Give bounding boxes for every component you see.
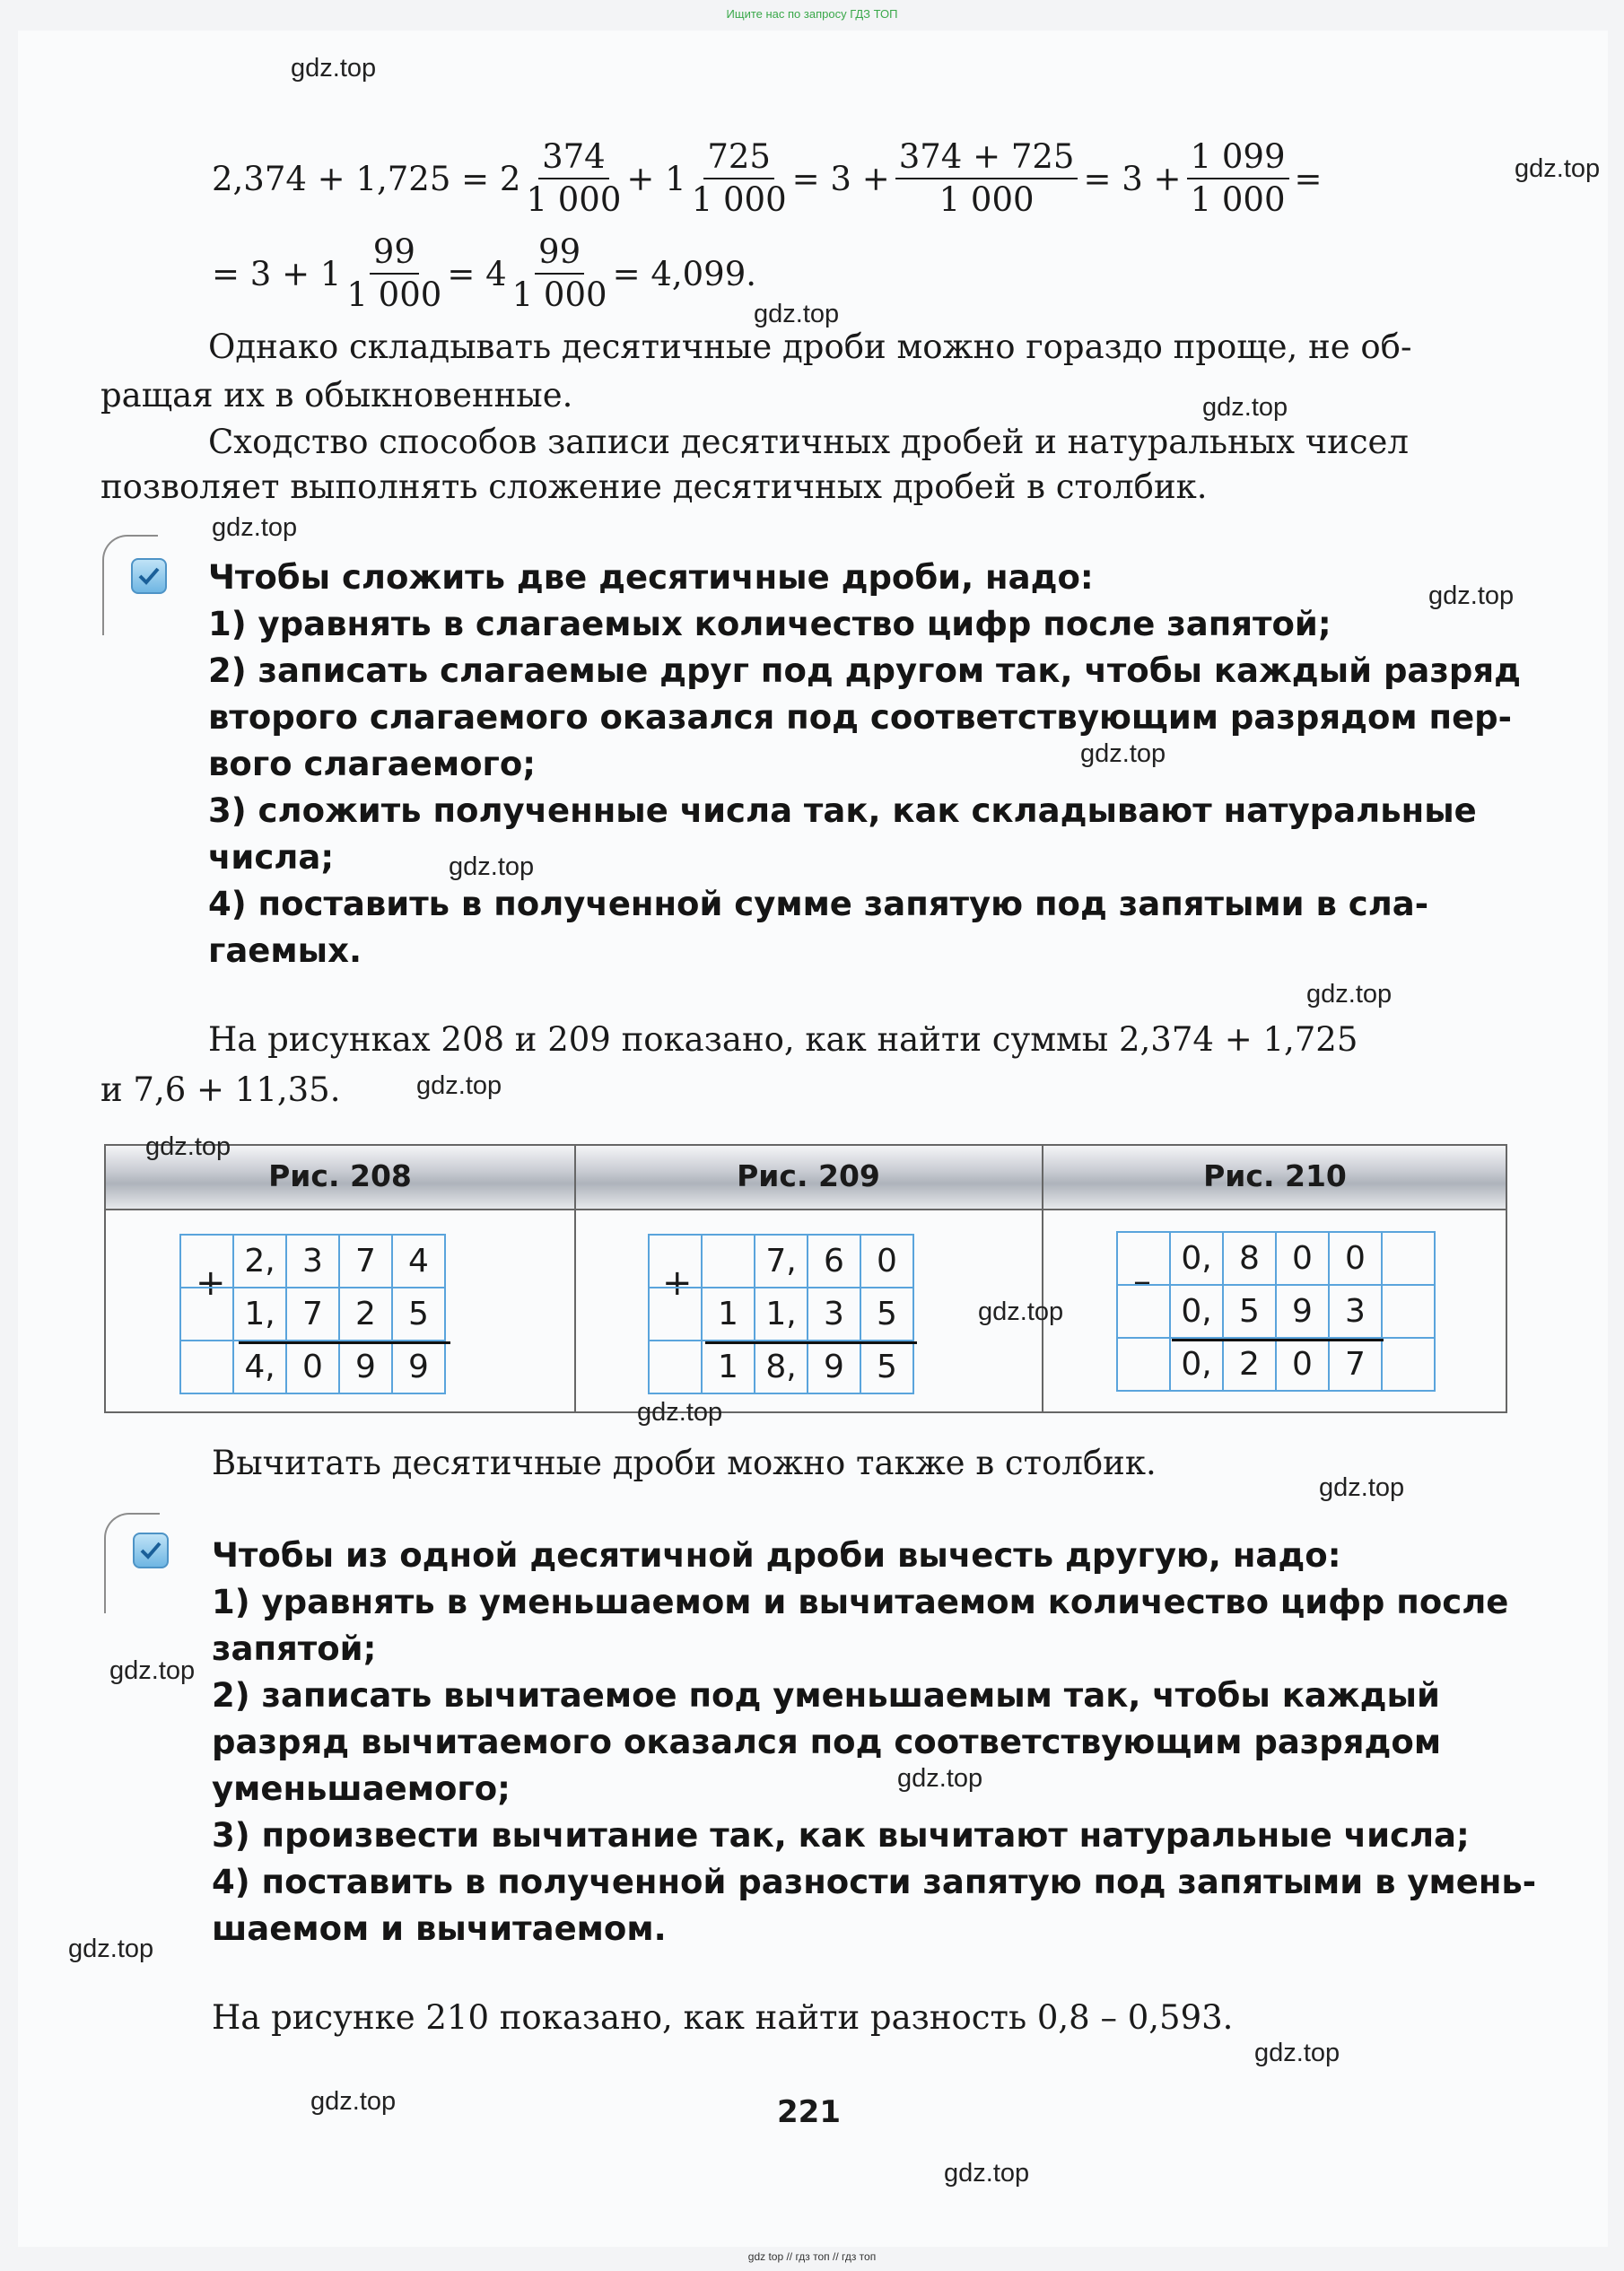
fraction [692,136,787,221]
fraction-den: 1 000 [511,275,607,314]
figure-title-209: Рис. 209 [737,1158,880,1193]
digit-cell: 4, [233,1341,286,1393]
fraction-num: 99 [535,231,584,275]
watermark: gdz.top [310,2087,397,2116]
digit-cell [1382,1338,1435,1391]
digit-cell: 7 [286,1288,339,1341]
digit-cell [649,1288,702,1341]
digit-cell: 2 [1223,1338,1276,1391]
figure-title-210: Рис. 210 [1203,1158,1347,1193]
digit-cell [1117,1232,1170,1285]
paragraph-1-line-2: ращая их в обыкновенные. [100,376,573,415]
digit-cell: 5 [860,1341,913,1393]
rule-sub-item: разряд вычитаемого оказался под соответствующим разрядом [212,1723,1442,1761]
fraction-num: 374 + 725 [895,136,1078,179]
fraction-num: 374 [538,136,609,179]
minus-sign: – [1133,1261,1151,1302]
rule-sub-item: 3) произвести вычитание так, как вычитают натуральные числа; [212,1816,1470,1855]
digit-cell: 0, [1170,1285,1223,1338]
paragraph-5: На рисунке 210 показано, как найти разность 0,8 – 0,593. [212,1998,1234,2037]
digit-cell: 0, [1170,1232,1223,1285]
figure-210-grid [1116,1231,1436,1392]
digit-cell: 7, [755,1235,808,1288]
digit-cell [1117,1338,1170,1391]
rule-sub-item: шаемом и вычитаемом. [212,1909,667,1948]
digit-cell: 2 [339,1288,392,1341]
digit-cell: 1 [702,1341,755,1393]
digit-cell [702,1235,755,1288]
digit-cell: 4 [392,1235,445,1288]
checkmark-icon [131,558,167,594]
figure-208-grid [179,1234,446,1394]
rule-add-item: 2) записать слагаемые друг под другом так, чтобы каждый разряд [208,651,1522,690]
watermark: gdz.top [68,1935,154,1963]
sum-line [705,1341,917,1344]
watermark: gdz.top [637,1398,723,1427]
digit-cell [180,1341,233,1393]
digit-cell: 0 [1329,1232,1382,1285]
digit-cell: 6 [808,1235,860,1288]
fraction-den: 1 000 [346,275,442,314]
watermark: gdz.top [1319,1473,1405,1502]
watermark: gdz.top [1515,154,1601,183]
digit-cell: 0 [286,1341,339,1393]
fraction [512,231,607,316]
watermark: gdz.top [1254,2039,1340,2067]
math-lhs: 2,374 + 1,725 = 2 [212,159,521,198]
watermark: gdz.top [978,1297,1064,1326]
digit-cell: 8, [755,1341,808,1393]
digit-cell: 7 [339,1235,392,1288]
digit-cell: 3 [1329,1285,1382,1338]
top-banner: Ищите нас по запросу ГДЗ ТОП [726,7,898,21]
watermark: gdz.top [416,1071,502,1100]
rule-sub-item: запятой; [212,1629,377,1668]
digit-cell [1382,1285,1435,1338]
digit-cell: 9 [339,1341,392,1393]
rule-add-title: Чтобы сложить две десятичные дроби, надо: [208,558,1094,597]
digit-cell [180,1235,233,1288]
rule-add-item: гаемых. [208,931,362,970]
math-plus: + 1 [626,159,686,198]
fraction-den: 1 000 [939,180,1035,219]
fraction [526,136,621,221]
watermark: gdz.top [449,852,535,881]
paragraph-3-line-1: На рисунках 208 и 209 показано, как найти суммы 2,374 + 1,725 [208,1020,1358,1059]
watermark: gdz.top [1080,739,1166,768]
digit-cell: 9 [808,1341,860,1393]
bottom-banner: gdz top // гдз топ // гдз топ [747,2250,877,2263]
sum-line [239,1341,450,1344]
digit-cell: 1, [755,1288,808,1341]
math-line-1 [212,136,1323,221]
watermark: gdz.top [897,1764,983,1793]
rule-sub-item: 2) записать вычитаемое под уменьшаемым так, чтобы каждый [212,1676,1440,1715]
digit-cell [180,1288,233,1341]
rule-add-item: 4) поставить в полученной сумме запятую под запятыми в сла- [208,885,1429,923]
fraction-num: 1 099 [1187,136,1289,179]
figures-table [104,1144,1507,1413]
fraction [1187,136,1289,221]
watermark: gdz.top [145,1132,231,1161]
math-end: = 4,099. [612,254,757,293]
rule-sub-item: 4) поставить в полученной разности запятую под запятыми в умень- [212,1863,1537,1901]
plus-sign: + [662,1262,693,1304]
watermark: gdz.top [754,300,840,328]
rule-add-item: 3) сложить полученные числа так, как складывают натуральные [208,791,1477,830]
plus-sign: + [196,1262,226,1304]
digit-cell: 3 [808,1288,860,1341]
math-eq: = 3 + [1083,159,1182,198]
digit-cell: 2, [233,1235,286,1288]
figure-title-208: Рис. 208 [268,1158,412,1193]
paragraph-2-line-1: Сходство способов записи десятичных дробей и натуральных чисел [208,423,1409,461]
watermark: gdz.top [1202,393,1288,422]
watermark: gdz.top [109,1656,196,1685]
paragraph-3-line-2: и 7,6 + 11,35. [100,1070,341,1109]
digit-cell [649,1341,702,1393]
digit-cell: 9 [1276,1285,1329,1338]
fraction [346,231,441,316]
page-number: 221 [777,2094,841,2130]
fraction-den: 1 000 [691,180,787,219]
rule-sub-item: уменьшаемого; [212,1769,511,1808]
paragraph-2-line-2: позволяет выполнять сложение десятичных дробей в столбик. [100,467,1208,506]
fraction [895,136,1078,221]
fraction-num: 725 [703,136,774,179]
fraction-num: 99 [370,231,419,275]
watermark: gdz.top [1306,980,1393,1009]
digit-cell: 0 [1276,1232,1329,1285]
watermark: gdz.top [944,2159,1030,2188]
digit-cell: 5 [1223,1285,1276,1338]
paragraph-4: Вычитать десятичные дроби можно также в столбик. [212,1444,1157,1482]
rule-add-item: 1) уравнять в слагаемых количество цифр после запятой; [208,605,1332,643]
fraction-den: 1 000 [1190,180,1286,219]
watermark: gdz.top [212,513,298,542]
digit-cell: 0 [860,1235,913,1288]
digit-cell [1117,1285,1170,1338]
digit-cell: 0, [1170,1338,1223,1391]
digit-cell: 8 [1223,1232,1276,1285]
math-eq: = 3 + [791,159,890,198]
digit-cell: 1, [233,1288,286,1341]
rule-add-item: вого слагаемого; [208,745,537,783]
math-line-2 [212,231,756,316]
digit-cell: 3 [286,1235,339,1288]
checkmark-icon [133,1533,169,1568]
digit-cell: 0 [1276,1338,1329,1391]
difference-line [1172,1339,1384,1341]
paragraph-1-line-1: Однако складывать десятичные дроби можно гораздо проще, не об- [208,328,1412,366]
rule-sub-title: Чтобы из одной десятичной дроби вычесть другую, надо: [212,1536,1341,1575]
rule-add-item: числа; [208,838,335,877]
digit-cell: 5 [392,1288,445,1341]
watermark: gdz.top [1428,581,1515,610]
fraction-den: 1 000 [526,180,622,219]
digit-cell: 9 [392,1341,445,1393]
digit-cell [649,1235,702,1288]
math-eq: = [1294,159,1323,198]
digit-cell: 7 [1329,1338,1382,1391]
digit-cell: 1 [702,1288,755,1341]
rule-add-item: второго слагаемого оказался под соответствующим разрядом пер- [208,698,1513,737]
watermark: gdz.top [291,54,377,83]
math-mid: = 4 [447,254,507,293]
figure-209-grid [648,1234,914,1394]
digit-cell: 5 [860,1288,913,1341]
math-start: = 3 + 1 [212,254,342,293]
rule-sub-item: 1) уравнять в уменьшаемом и вычитаемом количество цифр после [212,1583,1509,1621]
digit-cell [1382,1232,1435,1285]
